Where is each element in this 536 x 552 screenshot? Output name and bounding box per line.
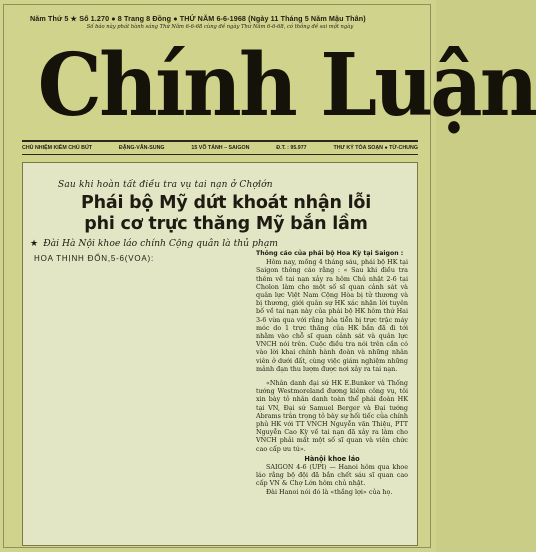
column-subheading: Hànội khoe láo [304, 454, 360, 463]
masthead-title: Chính Luận [37, 35, 536, 136]
info-bar [22, 145, 418, 151]
info-bar-item: Đ.T. : 95.977 [276, 145, 307, 151]
masthead-rule [22, 140, 418, 142]
column-paragraph: Đài Hanoi nói đó là «thắng lợi» của họ. [266, 487, 393, 496]
article-headline-line-1: Phái bộ Mỹ dứt khoát nhận lỗi [80, 193, 372, 213]
article-kicker: Sau khi hoàn tất điều tra vụ tai nạn ở Chợlớn [58, 180, 273, 190]
info-bar-item: CHỦ NHIỆM KIÊM CHỦ BÚT [22, 145, 93, 151]
info-bar-item: ĐẶNG-VĂN-SUNG [118, 145, 165, 151]
column-paragraph: «Nhân danh đại sứ HK E.Bunker và Thống tướng Westmoreland đương kiêm công vụ, tôi xin bày tỏ nhân danh toàn thể phái đoàn HK tại VN, Đại sứ Samuel Berger và Đại tướng Abrams trân trọng tỏ bày sự hối tiếc của chính phủ HK với TT VNCH Nguyễn văn Thiệu, PTT Nguyễn Cao Kỳ về tai nạn đã xảy ra làm cho VNCH phải mất một số sĩ quan và viên chức cao cấp ưu tú». [256, 379, 408, 453]
info-bar-item: THƯ KÝ TÒA SOẠN ● TỪ-CHUNG [333, 145, 418, 151]
article-headline-line-2: phi cơ trực thăng Mỹ bắn lầm [84, 214, 368, 234]
column-lead: Thông cáo của phái bộ Hoa Kỳ tại Saigon : [256, 250, 404, 257]
issue-info: Năm Thứ 5 ★ Số 1.270 ● 8 Trang 8 Đồng ● THỨ NĂM 6-6-1968 (Ngày 11 Tháng 5 Năm Mậu Thân) [30, 14, 366, 23]
issue-subline: Số báo này phát hành sáng Thứ Năm 6-6-68 cùng đề ngày Thứ Năm 6-6-68, có thông đề sai một ngày [86, 24, 354, 30]
column-paragraph: Hôm nay, mồng 4 tháng sáu, phái bộ HK tại Saigon thông cáo rằng : « Sau khi điều tra thêm về tai nạn xảy ra hôm Chủ nhật 2-6 tại Cholon làm cho một số sĩ quan cảnh sát và quân lực Việt Nam Cộng Hòa bị tử thương và bị thương, giới quân sự HK xác nhận lời tuyên bố về tai nạn này của phái bộ HK hôm thứ Hai 3-6 vừa qua với rằng hỏa tiễn bị trực trặc máy móc do 1 trực thăng của HK bắn đã đi tới nhằm vào chỗ sĩ quan cảnh sát và quân lực VNCH nói trên. Cuộc điều tra nói trên cần có vào lời khai chính hành đoàn và những nhân viên ở dưới đất, cùng việc giám nghiệm những mảnh đạn thu lượm được nơi xảy ra tai nạn. [256, 258, 408, 373]
column-paragraph: SAIGON 4-6 (UPI) — Hanoi hôm qua khoe láo rằng bộ đội đã bắn chết sáu sĩ quan cao cấp VN & Chợ Lớn hôm chủ nhật. [256, 463, 408, 488]
info-bar-item: 15 VÕ TÁNH – SAIGON [191, 145, 250, 151]
article-dateline: HOA THỊNH ĐỐN,5-6(VOA): [34, 254, 155, 263]
info-bar-rule [22, 154, 418, 155]
article-column [256, 250, 408, 496]
article-deck [30, 238, 410, 249]
article-deck-text: Đài Hà Nội khoe láo chính Cộng quân là thủ phạm [43, 238, 279, 249]
star-icon: ★ [30, 238, 39, 249]
